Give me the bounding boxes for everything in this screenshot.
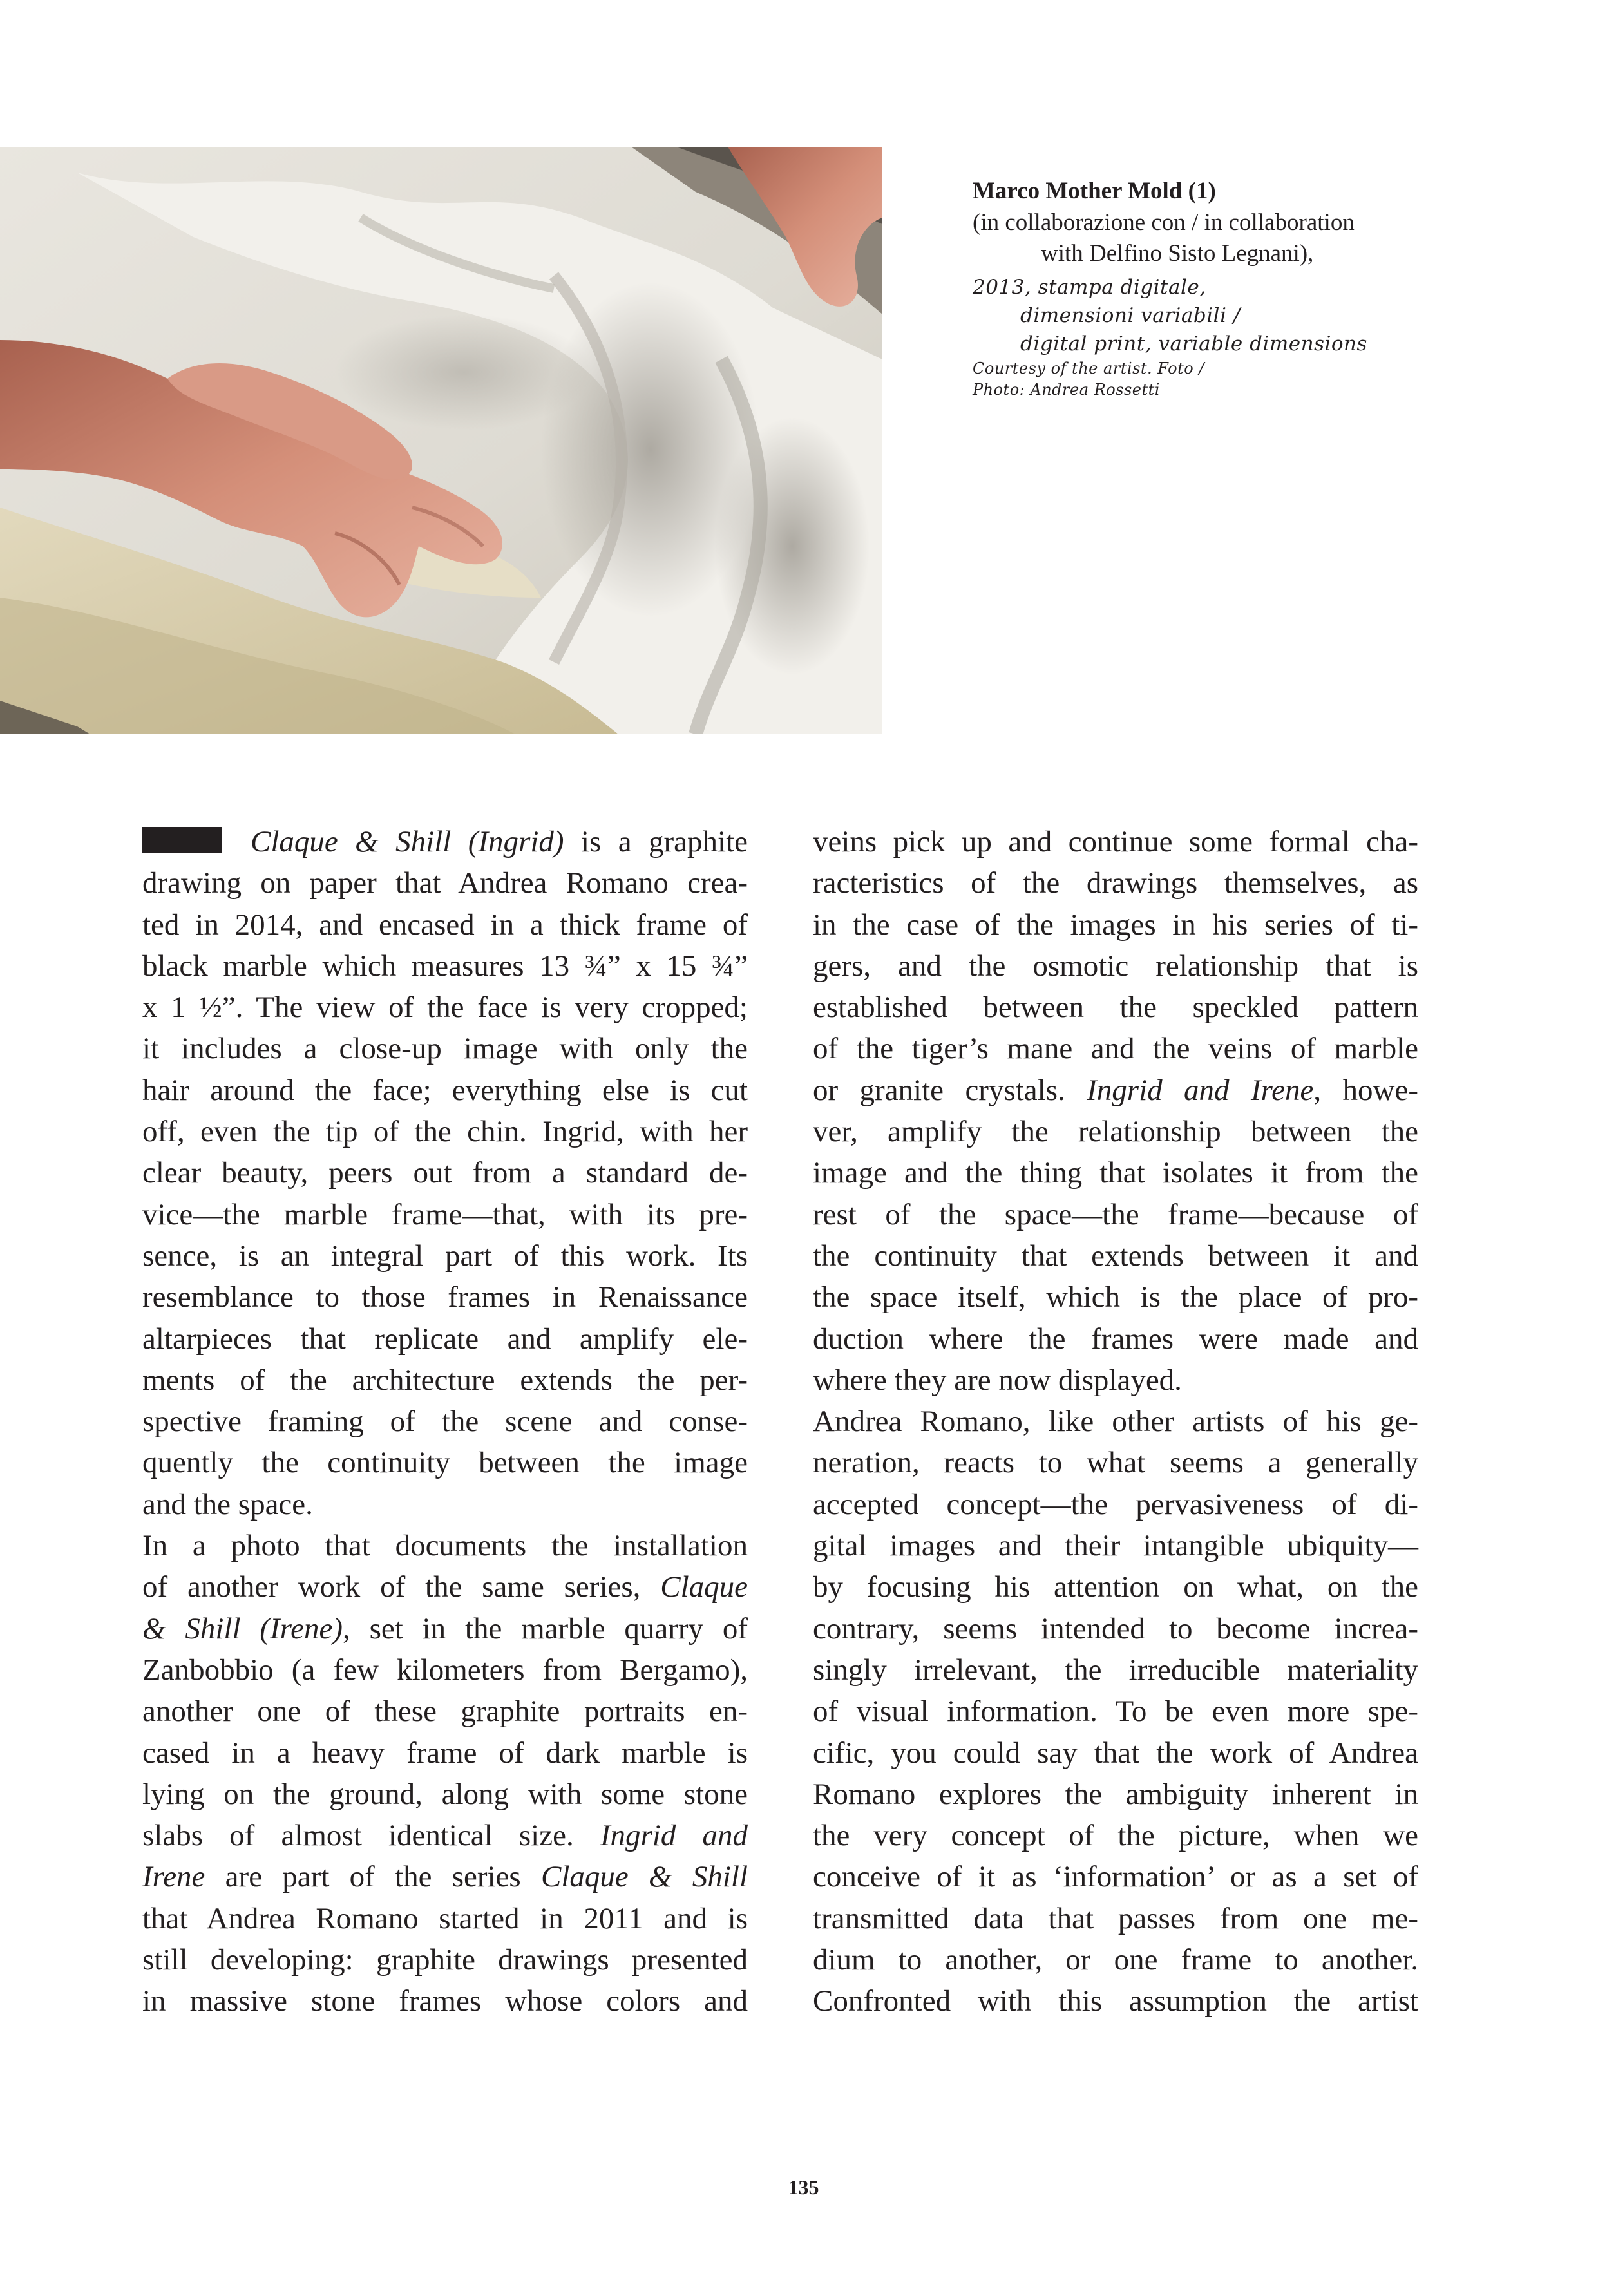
text-line bbox=[142, 1194, 748, 1235]
text-line bbox=[142, 1774, 748, 1815]
text-run: of another work of the same series, bbox=[142, 1570, 661, 1604]
text-run: image and the thing that isolates it from the bbox=[813, 1156, 1418, 1190]
text-line bbox=[813, 1856, 1418, 1897]
text-column-right bbox=[813, 821, 1418, 2022]
text-line bbox=[813, 1484, 1418, 1525]
text-line bbox=[142, 862, 748, 904]
page-number: 135 bbox=[788, 2176, 819, 2199]
text-run: ted in 2014, and encased in a thick frame of bbox=[142, 907, 748, 942]
text-run: spective framing of the scene and conse- bbox=[142, 1405, 748, 1439]
text-run: where they are now displayed. bbox=[813, 1363, 1182, 1397]
text-run: , set in the marble quarry of bbox=[343, 1611, 748, 1646]
text-line bbox=[142, 1815, 748, 1856]
italic-title: Ingrid and Irene bbox=[1087, 1073, 1314, 1107]
text-line bbox=[142, 1898, 748, 1939]
italic-title: & Shill (Irene) bbox=[142, 1611, 343, 1646]
text-run: of the tiger’s mane and the veins of marble bbox=[813, 1032, 1418, 1066]
caption-details-line: digital print, variable dimensions bbox=[1020, 332, 1367, 356]
text-line bbox=[142, 1360, 748, 1401]
text-run: still developing: graphite drawings presented bbox=[142, 1943, 748, 1977]
text-run: quently the continuity between the image bbox=[142, 1446, 748, 1480]
text-line bbox=[813, 1111, 1418, 1152]
text-line bbox=[142, 1691, 748, 1732]
text-line bbox=[813, 1898, 1418, 1939]
text-line bbox=[813, 821, 1418, 862]
text-line bbox=[813, 945, 1418, 987]
caption-details-line: dimensioni variabili / bbox=[1020, 304, 1241, 327]
text-line bbox=[142, 1401, 748, 1442]
text-line bbox=[142, 1235, 748, 1276]
text-line bbox=[813, 1732, 1418, 1774]
text-line bbox=[142, 1111, 748, 1152]
text-line bbox=[142, 821, 748, 862]
text-run: veins pick up and continue some formal cha- bbox=[813, 825, 1418, 859]
text-run: in the case of the images in his series of ti- bbox=[813, 907, 1418, 942]
text-run: sence, is an integral part of this work. Its bbox=[142, 1238, 748, 1273]
text-run: dium to another, or one frame to another. bbox=[813, 1943, 1418, 1977]
text-line bbox=[142, 1649, 748, 1691]
text-run: contrary, seems intended to become increa- bbox=[813, 1611, 1418, 1646]
text-line bbox=[142, 945, 748, 987]
text-line bbox=[142, 1939, 748, 1980]
text-run: Confronted with this assumption the artist bbox=[813, 1984, 1418, 2018]
text-line bbox=[142, 1152, 748, 1193]
text-line bbox=[142, 1318, 748, 1360]
text-run: slabs of almost identical size. bbox=[142, 1819, 600, 1853]
text-run: Romano explores the ambiguity inherent in bbox=[813, 1777, 1418, 1811]
text-line bbox=[813, 1070, 1418, 1111]
text-line bbox=[142, 1484, 748, 1525]
text-line bbox=[813, 1028, 1418, 1069]
cloth-and-hands-image bbox=[0, 147, 882, 734]
text-line bbox=[813, 1401, 1418, 1442]
text-run: lying on the ground, along with some stone bbox=[142, 1777, 748, 1811]
text-run: drawing on paper that Andrea Romano crea- bbox=[142, 866, 748, 900]
text-line bbox=[813, 987, 1418, 1028]
text-run: cific, you could say that the work of Andrea bbox=[813, 1736, 1418, 1770]
text-run: duction where the frames were made and bbox=[813, 1322, 1418, 1356]
text-run: the very concept of the picture, when we bbox=[813, 1819, 1418, 1853]
text-run: vice—the marble frame—that, with its pre- bbox=[142, 1197, 748, 1231]
caption-title: Marco Mother Mold (1) bbox=[973, 178, 1216, 204]
caption-collaboration-line: (in collaborazione con / in collaboration bbox=[973, 209, 1355, 236]
artwork-photo bbox=[0, 147, 882, 734]
text-run: transmitted data that passes from one me- bbox=[813, 1901, 1418, 1935]
photo-caption bbox=[973, 175, 1539, 401]
text-line bbox=[142, 1525, 748, 1566]
text-run: in massive stone frames whose colors and bbox=[142, 1984, 748, 2018]
text-run: racteristics of the drawings themselves, as bbox=[813, 866, 1418, 900]
text-line bbox=[813, 1774, 1418, 1815]
text-run: that Andrea Romano started in 2011 and is bbox=[142, 1901, 748, 1935]
text-run: cased in a heavy frame of dark marble is bbox=[142, 1736, 748, 1770]
text-run: the space itself, which is the place of pro- bbox=[813, 1280, 1418, 1314]
text-run: is a graphite bbox=[564, 825, 748, 859]
text-line bbox=[813, 1318, 1418, 1360]
text-line bbox=[813, 1649, 1418, 1691]
text-line bbox=[813, 1152, 1418, 1193]
text-run: Andrea Romano, like other artists of his ge- bbox=[813, 1405, 1418, 1439]
text-line bbox=[813, 1980, 1418, 2022]
text-run: gers, and the osmotic relationship that is bbox=[813, 949, 1418, 983]
text-run: of visual information. To be even more spe- bbox=[813, 1694, 1418, 1729]
text-line bbox=[142, 1856, 748, 1897]
text-run: gital images and their intangible ubiquity— bbox=[813, 1529, 1418, 1563]
text-line bbox=[813, 1525, 1418, 1566]
text-run: resemblance to those frames in Renaissance bbox=[142, 1280, 748, 1314]
caption-details-line: 2013, stampa digitale, bbox=[973, 276, 1206, 299]
text-run: altarpieces that replicate and amplify ele- bbox=[142, 1322, 748, 1356]
text-run: are part of the series bbox=[205, 1860, 541, 1894]
text-line bbox=[142, 1028, 748, 1069]
text-run: black marble which measures 13 ¾” x 15 ¾” bbox=[142, 949, 748, 983]
text-run: rest of the space—the frame—because of bbox=[813, 1197, 1418, 1231]
text-run: or granite crystals. bbox=[813, 1073, 1087, 1107]
text-line bbox=[813, 1691, 1418, 1732]
text-line bbox=[142, 904, 748, 945]
text-line bbox=[813, 1939, 1418, 1980]
text-run: established between the speckled pattern bbox=[813, 991, 1418, 1025]
text-run: accepted concept—the pervasiveness of di- bbox=[813, 1487, 1418, 1521]
caption-credit-line: Photo: Andrea Rossetti bbox=[973, 381, 1160, 399]
text-run: the continuity that extends between it and bbox=[813, 1238, 1418, 1273]
text-run: another one of these graphite portraits en- bbox=[142, 1694, 748, 1729]
text-run: neration, reacts to what seems a generally bbox=[813, 1446, 1418, 1480]
text-line bbox=[142, 1980, 748, 2022]
text-line bbox=[142, 1276, 748, 1318]
text-line bbox=[813, 1276, 1418, 1318]
text-run: In a photo that documents the installation bbox=[142, 1529, 748, 1563]
text-line bbox=[813, 904, 1418, 945]
text-line bbox=[813, 1608, 1418, 1649]
text-line bbox=[813, 862, 1418, 904]
italic-title: Ingrid and bbox=[600, 1819, 748, 1853]
text-line bbox=[142, 1070, 748, 1111]
text-run: clear beauty, peers out from a standard de- bbox=[142, 1156, 748, 1190]
italic-title: Claque bbox=[660, 1570, 748, 1604]
text-run: , howe- bbox=[1313, 1073, 1418, 1107]
text-run: x 1 ½”. The view of the face is very cropped; bbox=[142, 991, 748, 1025]
text-run: off, even the tip of the chin. Ingrid, with her bbox=[142, 1115, 748, 1149]
text-run: ments of the architecture extends the per- bbox=[142, 1363, 748, 1397]
text-line bbox=[813, 1566, 1418, 1608]
text-line bbox=[813, 1815, 1418, 1856]
text-line bbox=[142, 1732, 748, 1774]
text-column-left bbox=[142, 821, 748, 2022]
text-line bbox=[142, 1566, 748, 1608]
text-run: and the space. bbox=[142, 1487, 313, 1521]
italic-title: Claque & Shill (Ingrid) bbox=[251, 825, 564, 859]
text-run: it includes a close-up image with only the bbox=[142, 1032, 748, 1066]
caption-collaboration-line: with Delfino Sisto Legnani), bbox=[1041, 240, 1314, 267]
text-line bbox=[142, 1442, 748, 1483]
caption-credit-line: Courtesy of the artist. Foto / bbox=[973, 359, 1204, 377]
section-marker bbox=[142, 827, 222, 853]
text-run: conceive of it as ‘information’ or as a set of bbox=[813, 1860, 1418, 1894]
text-line bbox=[813, 1194, 1418, 1235]
text-run: hair around the face; everything else is cut bbox=[142, 1073, 748, 1107]
text-run: by focusing his attention on what, on the bbox=[813, 1570, 1418, 1604]
text-run: singly irrelevant, the irreducible materiality bbox=[813, 1653, 1418, 1687]
text-line bbox=[813, 1235, 1418, 1276]
text-line bbox=[813, 1360, 1418, 1401]
text-line bbox=[142, 1608, 748, 1649]
text-line bbox=[813, 1442, 1418, 1483]
italic-title: Claque & Shill bbox=[540, 1860, 748, 1894]
italic-title: Irene bbox=[142, 1860, 205, 1894]
text-run: ver, amplify the relationship between the bbox=[813, 1115, 1418, 1149]
text-run: Zanbobbio (a few kilometers from Bergamo), bbox=[142, 1653, 748, 1687]
text-line bbox=[142, 987, 748, 1028]
